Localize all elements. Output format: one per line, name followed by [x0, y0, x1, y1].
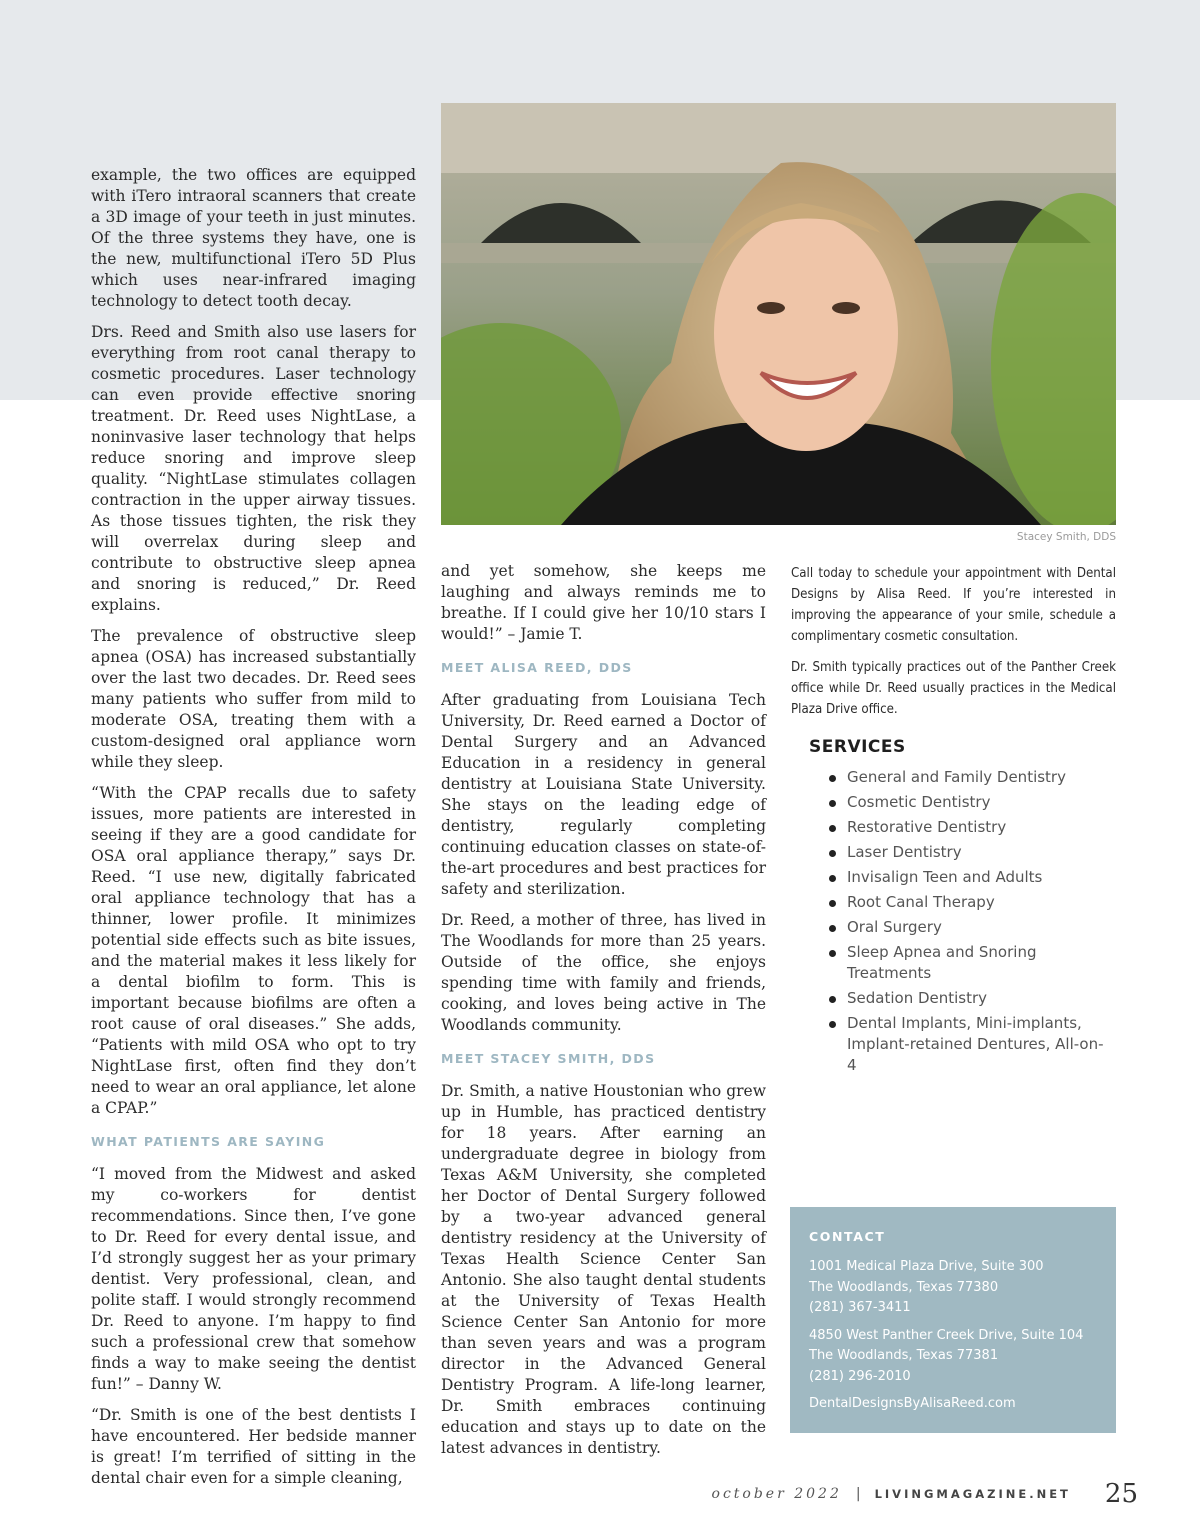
bullet-icon: [829, 875, 836, 882]
list-item: Dental Implants, Mini-implants, Implant-retained Dentures, All-on-4: [809, 1013, 1109, 1076]
page-number: 25: [1104, 1479, 1138, 1509]
photo-caption: Stacey Smith, DDS: [1016, 531, 1116, 543]
address-line: 4850 West Panther Creek Drive, Suite 104: [809, 1327, 1084, 1343]
list-item: Restorative Dentistry: [809, 817, 1109, 838]
phone-number[interactable]: (281) 296-2010: [809, 1368, 911, 1384]
services-title: SERVICES: [809, 737, 906, 757]
bullet-icon: [829, 925, 836, 932]
testimonial: “Dr. Smith is one of the best dentists I have encountered. Her bedside manner is great! I’m terrified of sitting in the dental chair even for a simple cleaning,: [91, 1406, 416, 1487]
contact-title: CONTACT: [809, 1229, 886, 1244]
article-column-3: [791, 563, 1116, 730]
bullet-icon: [829, 850, 836, 857]
bullet-icon: [829, 775, 836, 782]
city-line: The Woodlands, Texas 77381: [809, 1348, 999, 1363]
paragraph: Dr. Smith, a native Houstonian who grew up in Humble, has practiced dentistry for 18 years. After earning an undergraduate degree in biology from Texas A&M University, she completed her Doctor of Dental Surgery followed by a two-year advanced general dentistry residency at the University of Texas Health Science Center San Antonio. She also taught dental students at the University of Texas Health Science Center San Antonio for more than seven years and was a program director in the Advanced General Dentistry Program. A life-long learner, Dr. Smith embraces continuing education and stays up to date on the latest advances in dentistry.: [441, 1082, 766, 1457]
portrait-photo: [441, 103, 1116, 525]
bullet-icon: [829, 996, 836, 1003]
bullet-icon: [829, 800, 836, 807]
website-link[interactable]: DentalDesignsByAlisaReed.com: [809, 1396, 1016, 1411]
testimonial-continuation: and yet somehow, she keeps me laughing and always reminds me to breathe. If I could give her 10/10 stars I would!” – Jamie T.: [441, 562, 766, 643]
paragraph: example, the two offices are equipped with iTero intraoral scanners that create a 3D image of your teeth in just minutes. Of the three systems they have, one is the new, multifunctional iTero 5D Plus which uses near-infrared imaging technology to detect tooth decay.: [91, 166, 416, 310]
subhead-smith: MEET STACEY SMITH, DDS: [441, 1051, 656, 1066]
paragraph: Dr. Reed, a mother of three, has lived in The Woodlands for more than 25 years. Outside of the office, she enjoys spending time with family and friends, cooking, and loves being active in The Woodlands community.: [441, 911, 766, 1034]
bullet-icon: [829, 900, 836, 907]
paragraph: The prevalence of obstructive sleep apnea (OSA) has increased substantially over the last two decades. Dr. Reed sees many patients who suffer from mild to moderate OSA, treating them with a custom-designed oral appliance worn while they sleep.: [91, 627, 416, 771]
call-to-action: Call today to schedule your appointment with Dental Designs by Alisa Reed. If you’re interested in improving the appearance of your smile, schedule a complimentary cosmetic consultation.: [791, 566, 1116, 644]
bullet-icon: [829, 1021, 836, 1028]
list-item: Oral Surgery: [809, 917, 1109, 938]
site-link[interactable]: LIVINGMAGAZINE.NET: [874, 1487, 1071, 1501]
paragraph: Dr. Smith typically practices out of the Panther Creek office while Dr. Reed usually practices in the Medical Plaza Drive office.: [791, 660, 1116, 717]
list-item: Laser Dentistry: [809, 842, 1109, 863]
bullet-icon: [829, 950, 836, 957]
address-line: 1001 Medical Plaza Drive, Suite 300: [809, 1259, 1044, 1274]
subhead-reed: MEET ALISA REED, DDS: [441, 660, 633, 675]
list-item: Invisalign Teen and Adults: [809, 867, 1109, 888]
article-column-1: [91, 165, 416, 1499]
services-list: [809, 767, 1109, 1076]
list-item: Sleep Apnea and Snoring Treatments: [809, 942, 1109, 984]
list-item: Cosmetic Dentistry: [809, 792, 1109, 813]
page-footer: [712, 1474, 1138, 1514]
paragraph: “With the CPAP recalls due to safety issues, more patients are interested in seeing if they are a good candidate for OSA oral appliance therapy,” says Dr. Reed. “I use new, digitally fabricated oral appliance technology that has a thinner, lower profile. It minimizes potential side effects such as bite issues, and the material makes it less likely for a dental biofilm to form. This is important because biofilms are often a root cause of oral diseases.” She adds, “Patients with mild OSA who opt to try NightLase first, often find they don’t need to wear an oral appliance, let alone a CPAP.”: [91, 784, 416, 1117]
list-item: General and Family Dentistry: [809, 767, 1109, 788]
contact-box: [790, 1207, 1116, 1433]
testimonial: “I moved from the Midwest and asked my co-workers for dentist recommendations. Since then, I’ve gone to Dr. Reed for every dental issue, and I’d strongly suggest her as your primary dentist. Very professional, clean, and polite staff. I would strongly recommend Dr. Reed to anyone. I’m happy to find such a professional crew that somehow finds a way to make seeing the dentist fun!” – Danny W.: [91, 1165, 416, 1393]
list-item: Sedation Dentistry: [809, 988, 1109, 1009]
footer-separator: |: [855, 1486, 861, 1502]
paragraph: Drs. Reed and Smith also use lasers for everything from root canal therapy to cosmetic procedures. Laser technology can even provide effective snoring treatment. Dr. Reed uses NightLase, a noninvasive laser technology that helps reduce snoring and improve sleep quality. “NightLase stimulates collagen contraction in the upper airway tissues. As those tissues tighten, the risk they will overrelax during sleep and contribute to obstructive sleep apnea and snoring is reduced,” Dr. Reed explains.: [91, 323, 416, 614]
subhead-patients: WHAT PATIENTS ARE SAYING: [91, 1134, 326, 1149]
paragraph: After graduating from Louisiana Tech University, Dr. Reed earned a Doctor of Dental Surgery and an Advanced Education in a residency in general dentistry at Louisiana State University. She stays on the leading edge of dentistry, regularly completing continuing education classes on state-of-the-art procedures and best practices for safety and sterilization.: [441, 691, 766, 898]
list-item: Root Canal Therapy: [809, 892, 1109, 913]
bullet-icon: [829, 825, 836, 832]
services-list-box: [809, 737, 1109, 1080]
phone-number[interactable]: (281) 367-3411: [809, 1300, 911, 1315]
city-line: The Woodlands, Texas 77380: [809, 1279, 999, 1295]
article-column-2: [441, 561, 766, 1469]
issue-date: october 2022: [711, 1486, 842, 1502]
